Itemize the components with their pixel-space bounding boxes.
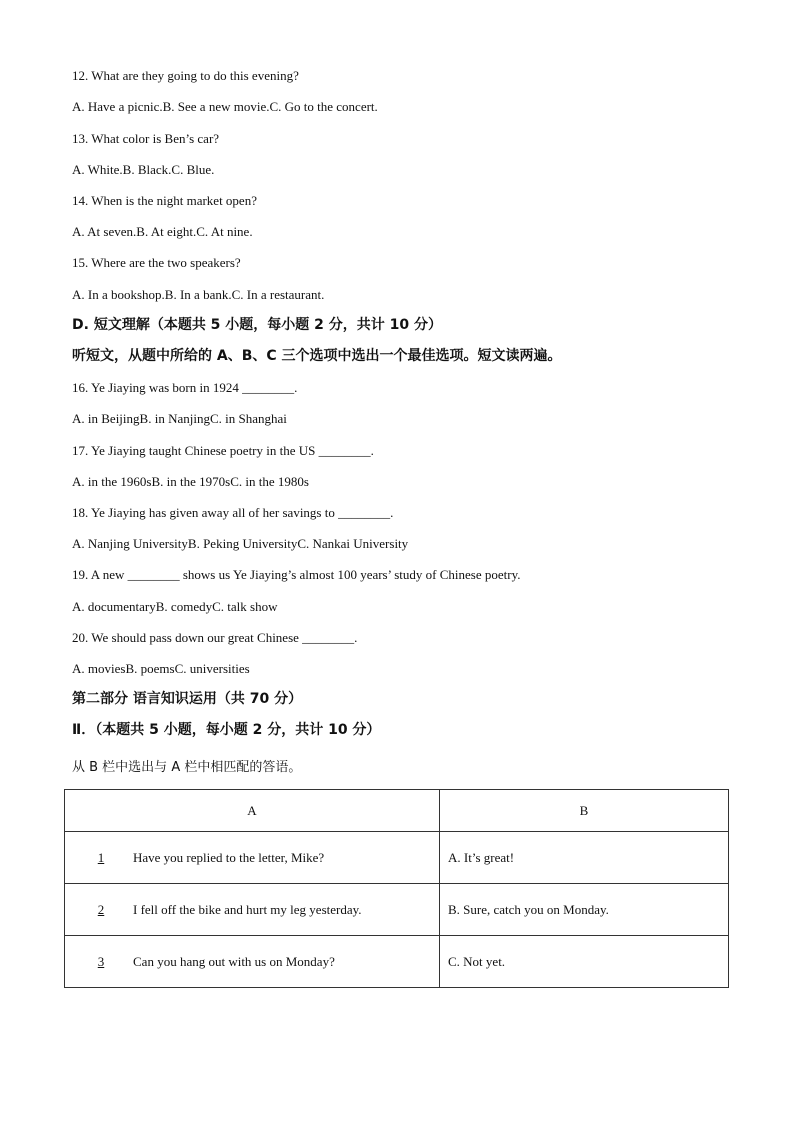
- cell-b: C. Not yet.: [440, 936, 729, 988]
- question-12: 12. What are they going to do this evening?: [72, 68, 299, 83]
- option-b: B. comedy: [155, 599, 213, 614]
- option-a: A. Have a picnic.: [72, 99, 163, 114]
- question-17: 17. Ye Jiaying taught Chinese poetry in the US ________.: [72, 443, 374, 458]
- option-a: A. in the 1960s: [72, 474, 152, 489]
- options-19: [72, 599, 277, 615]
- option-a: A. in Beijing: [72, 411, 140, 426]
- table-header-row: [65, 790, 729, 832]
- option-b: B. in the 1970s: [151, 474, 231, 489]
- options-16: [72, 411, 287, 427]
- options-17: [72, 474, 309, 490]
- cell-a: [65, 884, 440, 936]
- option-b: B. In a bank.: [164, 287, 232, 302]
- option-c: C. in Shanghai: [209, 411, 287, 426]
- table-row: [65, 832, 729, 884]
- column-header-a: A: [65, 790, 440, 832]
- question-15: 15. Where are the two speakers?: [72, 255, 241, 270]
- cell-b: B. Sure, catch you on Monday.: [440, 884, 729, 936]
- cell-a-text: Have you replied to the letter, Mike?: [133, 849, 325, 865]
- cell-a-text: I fell off the bike and hurt my leg yesterday.: [133, 901, 362, 917]
- table-row: [65, 884, 729, 936]
- answer-blank[interactable]: 1: [97, 849, 105, 865]
- options-18: [72, 536, 408, 552]
- options-15: [72, 287, 324, 303]
- option-c: C. universities: [174, 661, 250, 676]
- options-14: [72, 224, 253, 240]
- column-header-b: B: [440, 790, 729, 832]
- cell-a: [65, 832, 440, 884]
- question-20: 20. We should pass down our great Chinese ________.: [72, 630, 358, 645]
- question-19: 19. A new ________ shows us Ye Jiaying’s almost 100 years’ study of Chinese poetry.: [72, 567, 521, 582]
- option-a: A. In a bookshop.: [72, 287, 165, 302]
- question-14: 14. When is the night market open?: [72, 193, 257, 208]
- option-c: C. in the 1980s: [230, 474, 309, 489]
- option-a: A. movies: [72, 661, 126, 676]
- section-d-instruction: 听短文，从题中所给的 A、B、C 三个选项中选出一个最佳选项。短文读两遍。: [72, 348, 562, 364]
- option-c: C. At nine.: [196, 224, 253, 239]
- options-13: [72, 162, 214, 178]
- option-c: C. Blue.: [171, 162, 215, 177]
- question-13: 13. What color is Ben’s car?: [72, 131, 220, 146]
- option-c: C. talk show: [212, 599, 278, 614]
- option-c: C. In a restaurant.: [231, 287, 325, 302]
- cell-a: [65, 936, 440, 988]
- option-b: B. Peking University: [187, 536, 298, 551]
- option-b: B. Black.: [122, 162, 172, 177]
- matching-table: [64, 789, 729, 988]
- table-row: [65, 936, 729, 988]
- options-20: [72, 661, 250, 677]
- option-a: A. documentary: [72, 599, 156, 614]
- question-18: 18. Ye Jiaying has given away all of her savings to ________.: [72, 505, 394, 520]
- part-2-title: 第二部分 语言知识运用（共 70 分）: [72, 691, 303, 707]
- answer-blank[interactable]: 2: [97, 901, 105, 917]
- option-b: B. in Nanjing: [139, 411, 210, 426]
- option-c: C. Go to the concert.: [269, 99, 378, 114]
- answer-blank[interactable]: 3: [97, 953, 105, 969]
- cell-a-text: Can you hang out with us on Monday?: [133, 953, 335, 969]
- section-d-title: D. 短文理解（本题共 5 小题，每小题 2 分，共计 10 分）: [72, 317, 443, 333]
- section-2-title: Ⅱ．（本题共 5 小题，每小题 2 分，共计 10 分）: [72, 722, 381, 738]
- option-c: C. Nankai University: [297, 536, 409, 551]
- matching-instruction: 从 B 栏中选出与 A 栏中相匹配的答语。: [72, 760, 302, 775]
- option-b: B. poems: [125, 661, 175, 676]
- question-16: 16. Ye Jiaying was born in 1924 ________.: [72, 380, 298, 395]
- option-b: B. See a new movie.: [162, 99, 270, 114]
- option-a: A. At seven.: [72, 224, 137, 239]
- cell-b: A. It’s great!: [440, 832, 729, 884]
- options-12: [72, 99, 378, 115]
- option-a: A. White.: [72, 162, 123, 177]
- option-b: B. At eight.: [136, 224, 197, 239]
- option-a: A. Nanjing University: [72, 536, 188, 551]
